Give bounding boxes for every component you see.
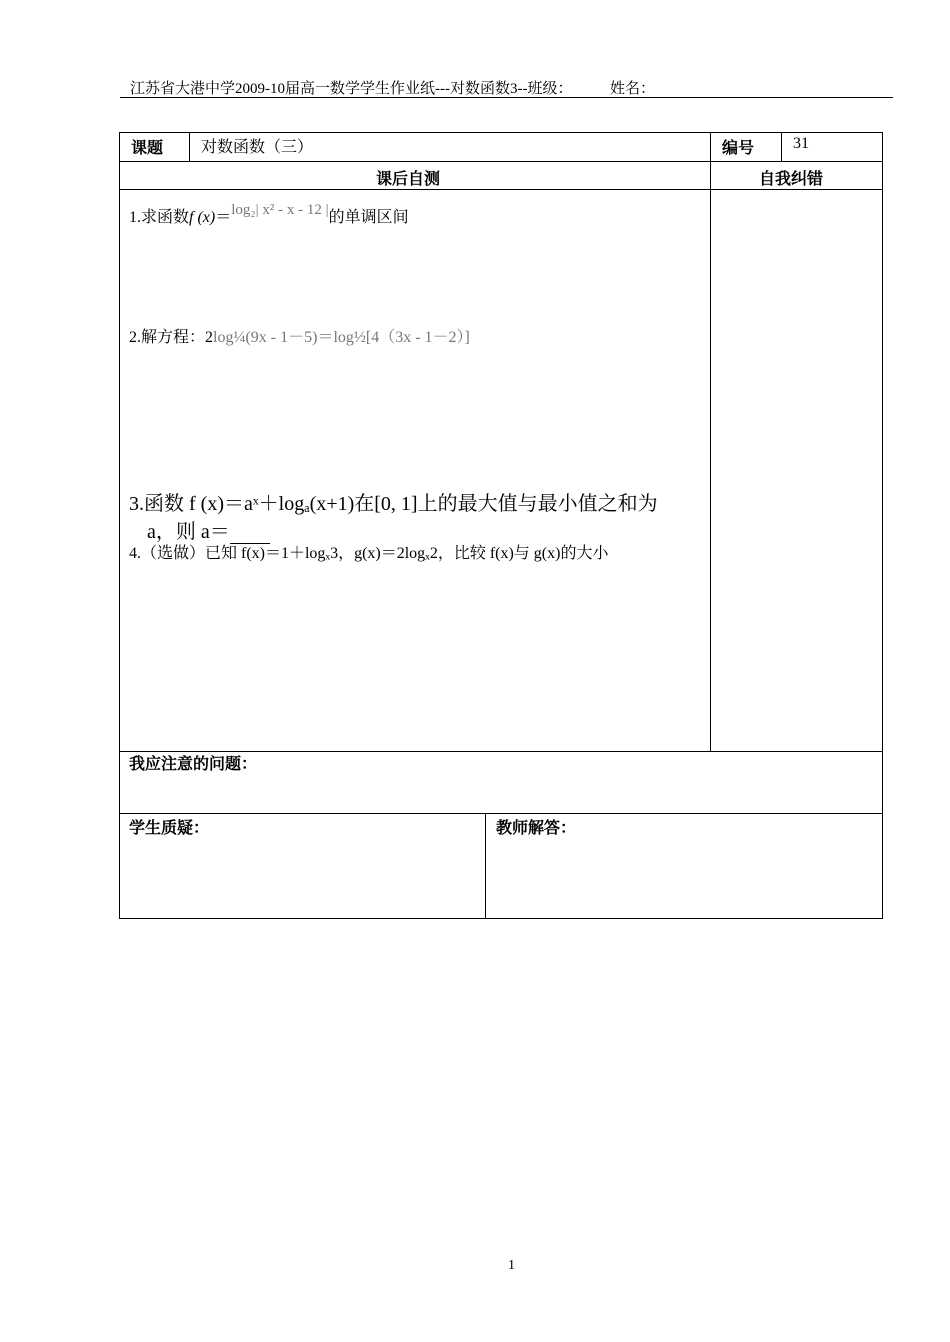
topic-label: 课题 xyxy=(131,138,164,157)
worksheet-table xyxy=(119,132,883,919)
divider xyxy=(710,132,711,751)
q2-prefix: 2.解方程：2 xyxy=(129,329,214,346)
divider xyxy=(485,813,486,919)
page-number: 1 xyxy=(508,1258,515,1273)
divider xyxy=(189,132,190,161)
attention-label: 我应注意的问题： xyxy=(129,754,258,773)
q2-log-quarter: log¼(9x - 1－5)＝ xyxy=(213,329,334,346)
q1-prefix: 1.求函数 xyxy=(129,209,190,226)
q1-eq: ＝ xyxy=(215,209,232,226)
topic-value: 对数函数（三） xyxy=(201,139,314,156)
question-3-line-1: 3.函数 f (x)＝aˣ＋logₐ(x+1)在[0, 1]上的最大值与最小值之和为 xyxy=(129,493,658,515)
q1-suffix: 的单调区间 xyxy=(328,209,409,226)
page-header: 江苏省大港中学2009-10届高一数学学生作业纸---对数函数3--班级： 姓名： xyxy=(130,81,655,97)
number-label: 编号 xyxy=(722,138,755,157)
divider xyxy=(119,189,883,190)
question-4: 4.（选做）已知 f(x)＝1＋logₓ3，g(x)＝2logₓ2，比较 f(x)与 g(x)的大小 xyxy=(129,545,609,562)
divider xyxy=(119,813,883,814)
q2-log-half: log½[4（3x - 1－2）] xyxy=(333,329,470,346)
q3-line2-text: a，则 a＝ xyxy=(147,521,230,543)
question-1 xyxy=(129,204,409,227)
teacher-answer-label: 教师解答： xyxy=(496,818,577,837)
header-rule xyxy=(120,97,893,98)
self-test-header: 课后自测 xyxy=(376,169,441,188)
question-2 xyxy=(129,324,470,347)
q1-formula: log₂| x² - x - 12 | xyxy=(231,202,329,218)
student-question-label: 学生质疑： xyxy=(129,818,210,837)
divider xyxy=(119,161,883,162)
divider xyxy=(781,132,782,161)
number-value: 31 xyxy=(793,135,809,152)
q1-fx: f (x) xyxy=(189,209,216,226)
self-correct-header: 自我纠错 xyxy=(759,169,824,188)
